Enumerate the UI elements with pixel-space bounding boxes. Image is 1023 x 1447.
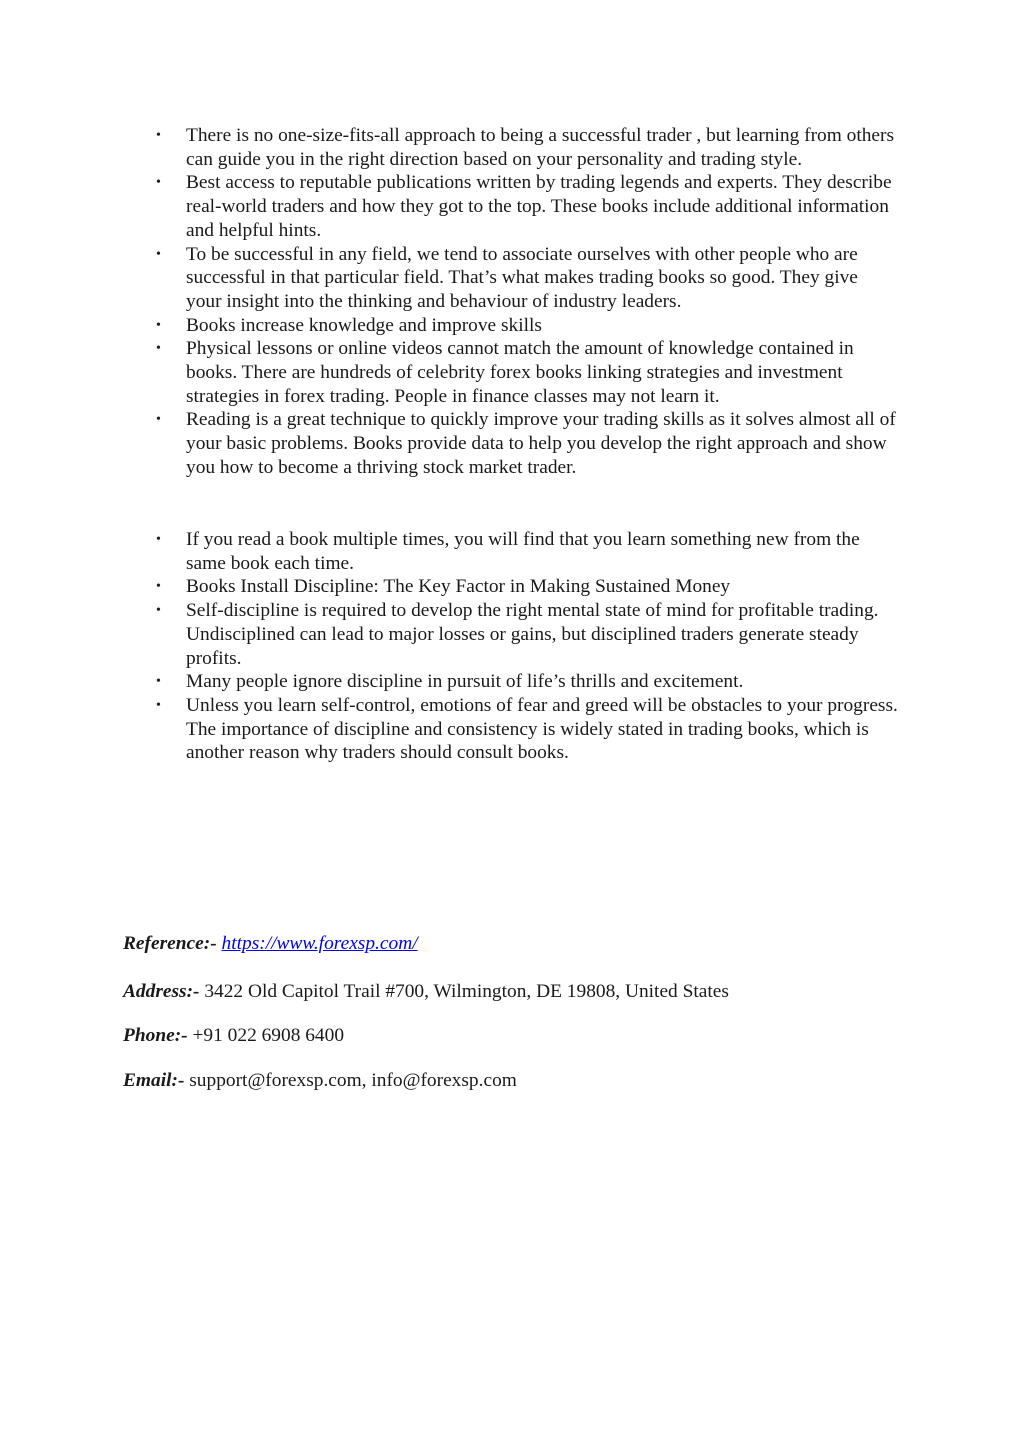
- list-item: [0, 528, 898, 575]
- bullet-glyph: •: [156, 603, 161, 619]
- email-value: support@forexsp.com, info@forexsp.com: [189, 1070, 517, 1091]
- email-line: [123, 1069, 517, 1093]
- reference-line: [123, 932, 418, 956]
- list-item: [0, 670, 898, 694]
- phone-value: +91 022 6908 6400: [192, 1025, 345, 1046]
- list-item-text: Many people ignore discipline in pursuit of life’s thrills and excitement.: [186, 671, 744, 693]
- list-item-text: Unless you learn self-control, emotions of fear and greed will be obstacles to your progress. The importance of discipline and consistency is widely stated in trading books, which is another reason why traders should consult books.: [186, 694, 898, 764]
- email-label: Email:-: [123, 1070, 185, 1091]
- phone-line: [123, 1024, 344, 1048]
- reference-label: Reference:-: [123, 933, 217, 954]
- list-item-text: Books increase knowledge and improve skills: [186, 314, 542, 336]
- list-item: [0, 314, 898, 338]
- phone-label: Phone:-: [123, 1025, 188, 1046]
- bullet-glyph: •: [156, 128, 161, 143]
- list-item-text: To be successful in any field, we tend to associate ourselves with other people who are successful in that particular field. That’s what makes trading books so good. They give your insight into the thinking and behaviour of industry leaders.: [186, 243, 858, 312]
- list-item: [0, 694, 898, 765]
- list-item-text: There is no one-size-fits-all approach to being a successful trader , but learning from others can guide you in the right direction based on your personality and trading style.: [186, 125, 895, 170]
- bullet-glyph: •: [156, 697, 161, 713]
- bullet-list-group-2: [0, 528, 1023, 765]
- address-value: 3422 Old Capitol Trail #700, Wilmington, DE 19808, United States: [204, 981, 729, 1002]
- list-item: [0, 171, 898, 242]
- list-item: [0, 599, 898, 670]
- bullet-glyph: •: [156, 341, 161, 357]
- list-item: [0, 575, 898, 599]
- list-item-text: Books Install Discipline: The Key Factor in Making Sustained Money: [186, 576, 731, 598]
- list-item-text: Reading is a great technique to quickly improve your trading skills as it solves almost all of your basic problems. Books provide data to help you develop the right approach and show you how to become a thriving stock market trader.: [186, 409, 896, 478]
- list-item: [0, 243, 898, 314]
- list-item: [0, 124, 898, 171]
- bullet-glyph: •: [156, 317, 161, 333]
- bullet-list-group-1: [0, 124, 1023, 480]
- list-item-text: Self-discipline is required to develop the right mental state of mind for profitable trading. Undisciplined can lead to major losses or gains, but disciplined traders generate steady profits.: [186, 600, 879, 669]
- bullet-glyph: •: [156, 674, 161, 690]
- bullet-glyph: •: [156, 246, 161, 262]
- bullet-glyph: •: [156, 532, 161, 547]
- bullet-glyph: •: [156, 579, 161, 595]
- bullet-glyph: •: [156, 412, 161, 428]
- list-item: [0, 337, 898, 408]
- reference-link[interactable]: https://www.forexsp.com/: [221, 933, 418, 954]
- list-item-text: Best access to reputable publications written by trading legends and experts. They describe real-world traders and how they got to the top. These books include additional information and helpful hints.: [186, 172, 892, 241]
- list-item: [0, 408, 898, 479]
- address-label: Address:-: [123, 981, 200, 1002]
- list-item-text: Physical lessons or online videos cannot match the amount of knowledge contained in books. There are hundreds of celebrity forex books linking strategies and investment strategies in forex trading. People in finance classes may not learn it.: [186, 338, 854, 407]
- address-line: [123, 980, 729, 1004]
- list-item-text: If you read a book multiple times, you will find that you learn something new from the same book each time.: [186, 529, 860, 574]
- bullet-glyph: •: [156, 175, 161, 191]
